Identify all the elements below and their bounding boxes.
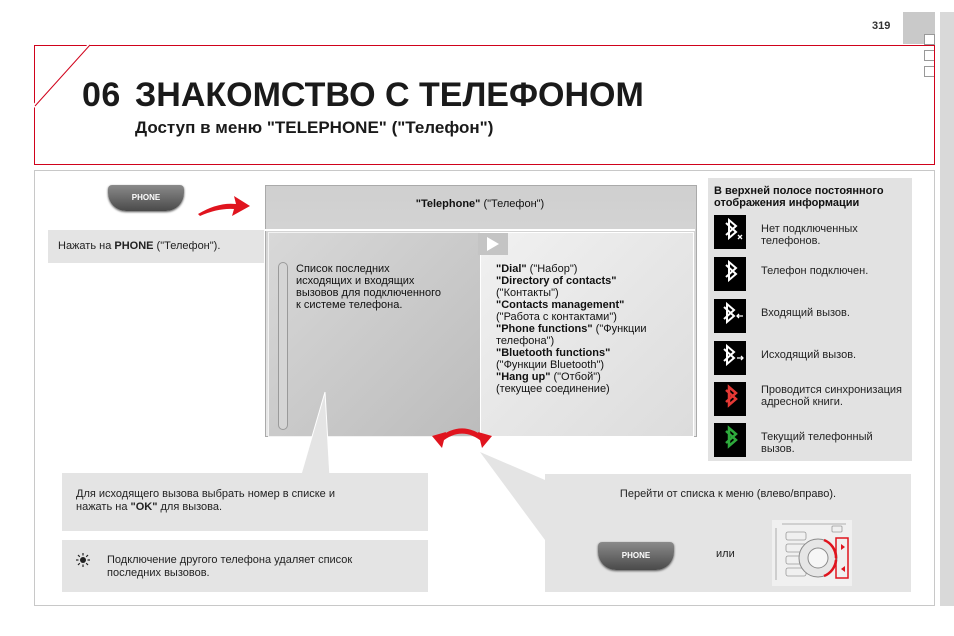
status-row — [714, 257, 909, 293]
bluetooth-icon — [714, 257, 746, 291]
press-phone-note: Нажать на PHONE ("Телефон"). — [48, 230, 264, 263]
screen-title: "Telephone" ("Телефон") — [415, 198, 545, 210]
menu-item-contacts-management[interactable]: "Contacts management" ("Работа с контактами") — [496, 299, 625, 323]
menu-tab-arrow[interactable] — [478, 233, 508, 255]
status-text: Проводится синхронизация адресной книги. — [761, 384, 902, 408]
switch-note-text: Перейти от списка к меню (влево/вправо). — [619, 488, 837, 500]
status-text: Исходящий вызов. — [761, 349, 857, 361]
lightbulb-icon — [76, 553, 90, 567]
control-knob-illustration — [772, 520, 852, 586]
bluetooth-x-icon — [714, 215, 746, 249]
menu-item-bluetooth[interactable]: "Bluetooth functions" ("Функции Bluetooth") — [496, 347, 611, 371]
status-row — [714, 341, 909, 377]
menu-item-contacts[interactable]: "Directory of contacts" ("Контакты") — [496, 275, 617, 299]
menu-item-hang-up-note: (текущее соединение) — [496, 383, 610, 395]
dial-note: Для исходящего вызова выбрать номер в списке и нажать на "OK" для вызова. — [62, 473, 428, 531]
status-text: Входящий вызов. — [761, 307, 850, 319]
bluetooth-sync-icon — [714, 382, 746, 416]
status-row — [714, 382, 909, 418]
chapter-number: 06 — [82, 76, 121, 114]
menu-items — [496, 263, 686, 395]
menu-item-hang-up[interactable]: "Hang up" ("Отбой") — [496, 371, 601, 383]
phone-button[interactable]: PHONE — [108, 185, 184, 211]
callout-pointer — [475, 450, 555, 545]
menu-item-phone-functions[interactable]: "Phone functions" ("Функции телефона") — [496, 323, 647, 347]
page-number: 319 — [872, 20, 891, 32]
page-subtitle: Доступ в меню "TELEPHONE" ("Телефон") — [135, 118, 494, 137]
recent-calls-description: Список последних исходящих и входящих вызовов для подключенного к системе телефона. — [296, 263, 441, 311]
status-text: Телефон подключен. — [761, 265, 869, 277]
phone-button[interactable]: PHONE — [598, 542, 674, 570]
bluetooth-outgoing-icon — [714, 341, 746, 375]
tip-note: Подключение другого телефона удаляет список последних вызовов. — [62, 540, 428, 592]
status-row — [714, 215, 909, 251]
chapter-marker — [924, 34, 935, 45]
or-label: или — [716, 548, 735, 560]
bluetooth-incoming-icon — [714, 299, 746, 333]
callout-pointer — [280, 390, 350, 480]
status-text: Нет подключенных телефонов. — [761, 223, 858, 247]
menu-item-dial[interactable]: "Dial" ("Набор") — [496, 263, 578, 275]
header-corner — [30, 44, 90, 108]
side-bar — [940, 12, 954, 606]
arrow-right-icon — [196, 192, 252, 218]
status-panel-heading: В верхней полосе постоянного отображения информации — [714, 185, 884, 209]
status-row — [714, 299, 909, 335]
page-title: ЗНАКОМСТВО С ТЕЛЕФОНОМ — [135, 76, 644, 114]
bluetooth-call-icon — [714, 423, 746, 457]
status-row — [714, 423, 909, 459]
status-text: Текущий телефонный вызов. — [761, 431, 873, 455]
swap-arrow-icon — [432, 418, 492, 454]
